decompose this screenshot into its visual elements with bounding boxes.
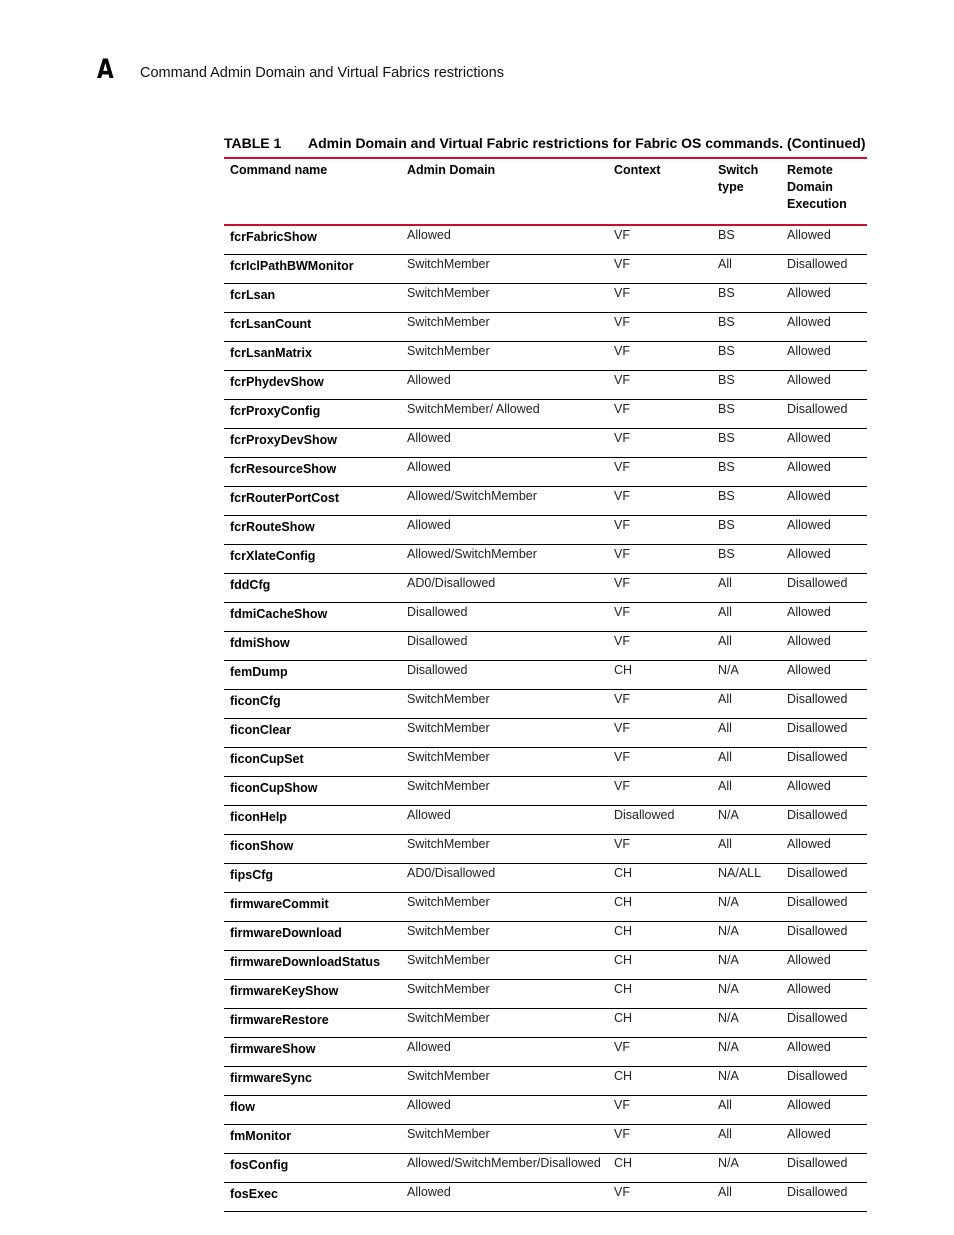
- command-name-cell: firmwareShow: [230, 1042, 316, 1056]
- command-name-cell: fdmiShow: [230, 636, 290, 650]
- context-cell: VF: [614, 547, 630, 561]
- remote-domain-execution-cell: Allowed: [787, 1040, 831, 1054]
- remote-domain-execution-cell: Allowed: [787, 837, 831, 851]
- remote-domain-execution-cell: Disallowed: [787, 1156, 848, 1170]
- command-name-cell: fcrProxyDevShow: [230, 433, 337, 447]
- remote-domain-execution-cell: Allowed: [787, 779, 831, 793]
- context-cell: VF: [614, 721, 630, 735]
- admin-domain-cell: SwitchMember: [407, 1127, 490, 1141]
- switch-type-cell: All: [718, 605, 732, 619]
- column-header-admin-domain: Admin Domain: [407, 163, 496, 177]
- context-cell: VF: [614, 837, 630, 851]
- command-name-cell: fcrLsan: [230, 288, 276, 302]
- table-row: [224, 864, 867, 893]
- remote-domain-execution-cell: Allowed: [787, 1098, 831, 1112]
- context-cell: Disallowed: [614, 808, 675, 822]
- remote-domain-execution-cell: Allowed: [787, 228, 831, 242]
- context-cell: VF: [614, 373, 630, 387]
- admin-domain-cell: Allowed: [407, 228, 451, 242]
- remote-domain-execution-cell: Disallowed: [787, 721, 848, 735]
- command-name-cell: fcrResourceShow: [230, 462, 337, 476]
- admin-domain-cell: Allowed: [407, 1040, 451, 1054]
- admin-domain-cell: Allowed/SwitchMember/Disallowed: [407, 1156, 601, 1170]
- switch-type-cell: All: [718, 1098, 732, 1112]
- admin-domain-cell: SwitchMember: [407, 1069, 490, 1083]
- admin-domain-cell: SwitchMember: [407, 286, 490, 300]
- table-row: [224, 1154, 867, 1183]
- context-cell: CH: [614, 1011, 633, 1025]
- restrictions-table-container: [224, 157, 867, 1212]
- table-row: [224, 951, 867, 980]
- admin-domain-cell: Allowed: [407, 1098, 451, 1112]
- context-cell: VF: [614, 1040, 630, 1054]
- switch-type-cell: BS: [718, 547, 735, 561]
- table-row: [224, 313, 867, 342]
- context-cell: CH: [614, 1069, 633, 1083]
- context-cell: CH: [614, 924, 633, 938]
- column-header-remote-domain-execution: Remote Domain Execution: [787, 163, 847, 211]
- admin-domain-cell: SwitchMember: [407, 257, 490, 271]
- command-name-cell: fcrRouterPortCost: [230, 491, 340, 505]
- admin-domain-cell: Allowed: [407, 518, 451, 532]
- command-name-cell: fipsCfg: [230, 868, 274, 882]
- appendix-letter: A: [97, 54, 114, 85]
- command-name-cell: fcrProxyConfig: [230, 404, 321, 418]
- admin-domain-cell: Allowed: [407, 1185, 451, 1199]
- admin-domain-cell: SwitchMember/ Allowed: [407, 402, 540, 416]
- switch-type-cell: BS: [718, 228, 735, 242]
- table-row: [224, 1067, 867, 1096]
- admin-domain-cell: Disallowed: [407, 634, 468, 648]
- table-row: [224, 1009, 867, 1038]
- table-row: [224, 545, 867, 574]
- admin-domain-cell: Allowed: [407, 808, 451, 822]
- admin-domain-cell: Disallowed: [407, 605, 468, 619]
- remote-domain-execution-cell: Disallowed: [787, 750, 848, 764]
- admin-domain-cell: SwitchMember: [407, 953, 490, 967]
- context-cell: VF: [614, 692, 630, 706]
- admin-domain-cell: SwitchMember: [407, 895, 490, 909]
- remote-domain-execution-cell: Disallowed: [787, 866, 848, 880]
- command-name-cell: fddCfg: [230, 578, 271, 592]
- remote-domain-execution-cell: Disallowed: [787, 808, 848, 822]
- remote-domain-execution-cell: Allowed: [787, 286, 831, 300]
- table-row: [224, 922, 867, 951]
- table-row: [224, 516, 867, 545]
- remote-domain-execution-cell: Allowed: [787, 605, 831, 619]
- context-cell: VF: [614, 228, 630, 242]
- remote-domain-execution-cell: Allowed: [787, 431, 831, 445]
- admin-domain-cell: SwitchMember: [407, 750, 490, 764]
- switch-type-cell: All: [718, 1127, 732, 1141]
- switch-type-cell: BS: [718, 344, 735, 358]
- context-cell: VF: [614, 634, 630, 648]
- table-row: [224, 806, 867, 835]
- table-row: [224, 225, 867, 255]
- command-name-cell: fcrRouteShow: [230, 520, 315, 534]
- switch-type-cell: BS: [718, 431, 735, 445]
- remote-domain-execution-cell: Allowed: [787, 1127, 831, 1141]
- table-row: [224, 1183, 867, 1212]
- table-row: [224, 487, 867, 516]
- remote-domain-execution-cell: Allowed: [787, 663, 831, 677]
- context-cell: VF: [614, 489, 630, 503]
- remote-domain-execution-cell: Disallowed: [787, 895, 848, 909]
- remote-domain-execution-cell: Disallowed: [787, 924, 848, 938]
- table-row: [224, 835, 867, 864]
- table-row: [224, 429, 867, 458]
- table-row: [224, 632, 867, 661]
- command-name-cell: ficonClear: [230, 723, 292, 737]
- table-number: TABLE 1: [224, 135, 282, 151]
- table-row: [224, 574, 867, 603]
- switch-type-cell: BS: [718, 460, 735, 474]
- remote-domain-execution-cell: Allowed: [787, 373, 831, 387]
- table-row: [224, 1038, 867, 1067]
- remote-domain-execution-cell: Allowed: [787, 518, 831, 532]
- admin-domain-cell: Allowed: [407, 373, 451, 387]
- switch-type-cell: All: [718, 837, 732, 851]
- context-cell: CH: [614, 663, 633, 677]
- command-name-cell: fcrIclPathBWMonitor: [230, 259, 354, 273]
- switch-type-cell: NA/ALL: [718, 866, 762, 880]
- context-cell: CH: [614, 953, 633, 967]
- switch-type-cell: All: [718, 257, 732, 271]
- running-title: Command Admin Domain and Virtual Fabrics restrictions: [140, 65, 504, 81]
- context-cell: VF: [614, 1098, 630, 1112]
- switch-type-cell: N/A: [718, 1011, 739, 1025]
- switch-type-cell: N/A: [718, 663, 739, 677]
- table-row: [224, 893, 867, 922]
- context-cell: VF: [614, 460, 630, 474]
- table-row: [224, 1125, 867, 1154]
- admin-domain-cell: AD0/Disallowed: [407, 866, 496, 880]
- admin-domain-cell: Allowed/SwitchMember: [407, 547, 537, 561]
- table-row: [224, 777, 867, 806]
- context-cell: VF: [614, 431, 630, 445]
- switch-type-cell: BS: [718, 315, 735, 329]
- admin-domain-cell: SwitchMember: [407, 779, 490, 793]
- context-cell: CH: [614, 895, 633, 909]
- table-row: [224, 690, 867, 719]
- remote-domain-execution-cell: Disallowed: [787, 1011, 848, 1025]
- switch-type-cell: N/A: [718, 982, 739, 996]
- context-cell: VF: [614, 576, 630, 590]
- remote-domain-execution-cell: Disallowed: [787, 1185, 848, 1199]
- switch-type-cell: BS: [718, 286, 735, 300]
- table-row: [224, 980, 867, 1009]
- switch-type-cell: All: [718, 721, 732, 735]
- switch-type-cell: N/A: [718, 924, 739, 938]
- command-name-cell: fcrPhydevShow: [230, 375, 324, 389]
- command-name-cell: firmwareDownload: [230, 926, 342, 940]
- admin-domain-cell: SwitchMember: [407, 692, 490, 706]
- command-name-cell: fmMonitor: [230, 1129, 292, 1143]
- command-name-cell: femDump: [230, 665, 288, 679]
- switch-type-cell: BS: [718, 373, 735, 387]
- restrictions-table: [224, 157, 867, 1212]
- context-cell: VF: [614, 344, 630, 358]
- admin-domain-cell: Allowed/SwitchMember: [407, 489, 537, 503]
- switch-type-cell: All: [718, 1185, 732, 1199]
- admin-domain-cell: SwitchMember: [407, 344, 490, 358]
- switch-type-cell: N/A: [718, 1156, 739, 1170]
- switch-type-cell: All: [718, 750, 732, 764]
- context-cell: CH: [614, 1156, 633, 1170]
- table-title: Admin Domain and Virtual Fabric restrictions for Fabric OS commands. (Continued): [308, 135, 866, 151]
- context-cell: VF: [614, 257, 630, 271]
- table-row: [224, 400, 867, 429]
- table-row: [224, 661, 867, 690]
- context-cell: VF: [614, 779, 630, 793]
- command-name-cell: ficonCupShow: [230, 781, 318, 795]
- table-row: [224, 458, 867, 487]
- admin-domain-cell: SwitchMember: [407, 315, 490, 329]
- command-name-cell: firmwareSync: [230, 1071, 312, 1085]
- admin-domain-cell: SwitchMember: [407, 721, 490, 735]
- admin-domain-cell: Allowed: [407, 460, 451, 474]
- remote-domain-execution-cell: Disallowed: [787, 1069, 848, 1083]
- remote-domain-execution-cell: Disallowed: [787, 402, 848, 416]
- admin-domain-cell: Allowed: [407, 431, 451, 445]
- table-row: [224, 342, 867, 371]
- admin-domain-cell: SwitchMember: [407, 982, 490, 996]
- column-header-context: Context: [614, 163, 661, 177]
- table-row: [224, 603, 867, 632]
- context-cell: VF: [614, 286, 630, 300]
- admin-domain-cell: SwitchMember: [407, 837, 490, 851]
- switch-type-cell: BS: [718, 402, 735, 416]
- remote-domain-execution-cell: Allowed: [787, 953, 831, 967]
- switch-type-cell: All: [718, 634, 732, 648]
- table-row: [224, 255, 867, 284]
- remote-domain-execution-cell: Allowed: [787, 460, 831, 474]
- table-row: [224, 748, 867, 777]
- command-name-cell: fcrFabricShow: [230, 230, 317, 244]
- switch-type-cell: All: [718, 576, 732, 590]
- remote-domain-execution-cell: Allowed: [787, 547, 831, 561]
- switch-type-cell: N/A: [718, 808, 739, 822]
- context-cell: VF: [614, 1127, 630, 1141]
- command-name-cell: firmwareDownloadStatus: [230, 955, 381, 969]
- command-name-cell: ficonShow: [230, 839, 294, 853]
- command-name-cell: fcrXlateConfig: [230, 549, 316, 563]
- remote-domain-execution-cell: Disallowed: [787, 576, 848, 590]
- remote-domain-execution-cell: Allowed: [787, 489, 831, 503]
- context-cell: VF: [614, 518, 630, 532]
- table-row: [224, 371, 867, 400]
- context-cell: VF: [614, 1185, 630, 1199]
- command-name-cell: fosExec: [230, 1187, 278, 1201]
- admin-domain-cell: SwitchMember: [407, 924, 490, 938]
- context-cell: VF: [614, 315, 630, 329]
- admin-domain-cell: Disallowed: [407, 663, 468, 677]
- table-row: [224, 719, 867, 748]
- column-header-command: Command name: [230, 163, 328, 177]
- command-name-cell: firmwareRestore: [230, 1013, 329, 1027]
- switch-type-cell: N/A: [718, 953, 739, 967]
- switch-type-cell: All: [718, 692, 732, 706]
- context-cell: VF: [614, 605, 630, 619]
- switch-type-cell: BS: [718, 489, 735, 503]
- column-header-switch-type: Switch type: [718, 163, 759, 194]
- remote-domain-execution-cell: Allowed: [787, 315, 831, 329]
- context-cell: CH: [614, 866, 633, 880]
- context-cell: VF: [614, 402, 630, 416]
- switch-type-cell: N/A: [718, 895, 739, 909]
- admin-domain-cell: SwitchMember: [407, 1011, 490, 1025]
- command-name-cell: fcrLsanCount: [230, 317, 312, 331]
- remote-domain-execution-cell: Disallowed: [787, 692, 848, 706]
- command-name-cell: fdmiCacheShow: [230, 607, 328, 621]
- command-name-cell: fcrLsanMatrix: [230, 346, 312, 360]
- switch-type-cell: BS: [718, 518, 735, 532]
- switch-type-cell: N/A: [718, 1040, 739, 1054]
- remote-domain-execution-cell: Allowed: [787, 344, 831, 358]
- admin-domain-cell: AD0/Disallowed: [407, 576, 496, 590]
- context-cell: CH: [614, 982, 633, 996]
- context-cell: VF: [614, 750, 630, 764]
- command-name-cell: ficonHelp: [230, 810, 287, 824]
- switch-type-cell: N/A: [718, 1069, 739, 1083]
- remote-domain-execution-cell: Allowed: [787, 982, 831, 996]
- remote-domain-execution-cell: Allowed: [787, 634, 831, 648]
- command-name-cell: fosConfig: [230, 1158, 289, 1172]
- switch-type-cell: All: [718, 779, 732, 793]
- table-header-row: [224, 158, 867, 225]
- command-name-cell: firmwareKeyShow: [230, 984, 339, 998]
- remote-domain-execution-cell: Disallowed: [787, 257, 848, 271]
- command-name-cell: firmwareCommit: [230, 897, 329, 911]
- table-row: [224, 1096, 867, 1125]
- command-name-cell: ficonCupSet: [230, 752, 304, 766]
- table-row: [224, 284, 867, 313]
- table-body: [224, 225, 867, 1212]
- command-name-cell: ficonCfg: [230, 694, 281, 708]
- command-name-cell: flow: [230, 1100, 255, 1114]
